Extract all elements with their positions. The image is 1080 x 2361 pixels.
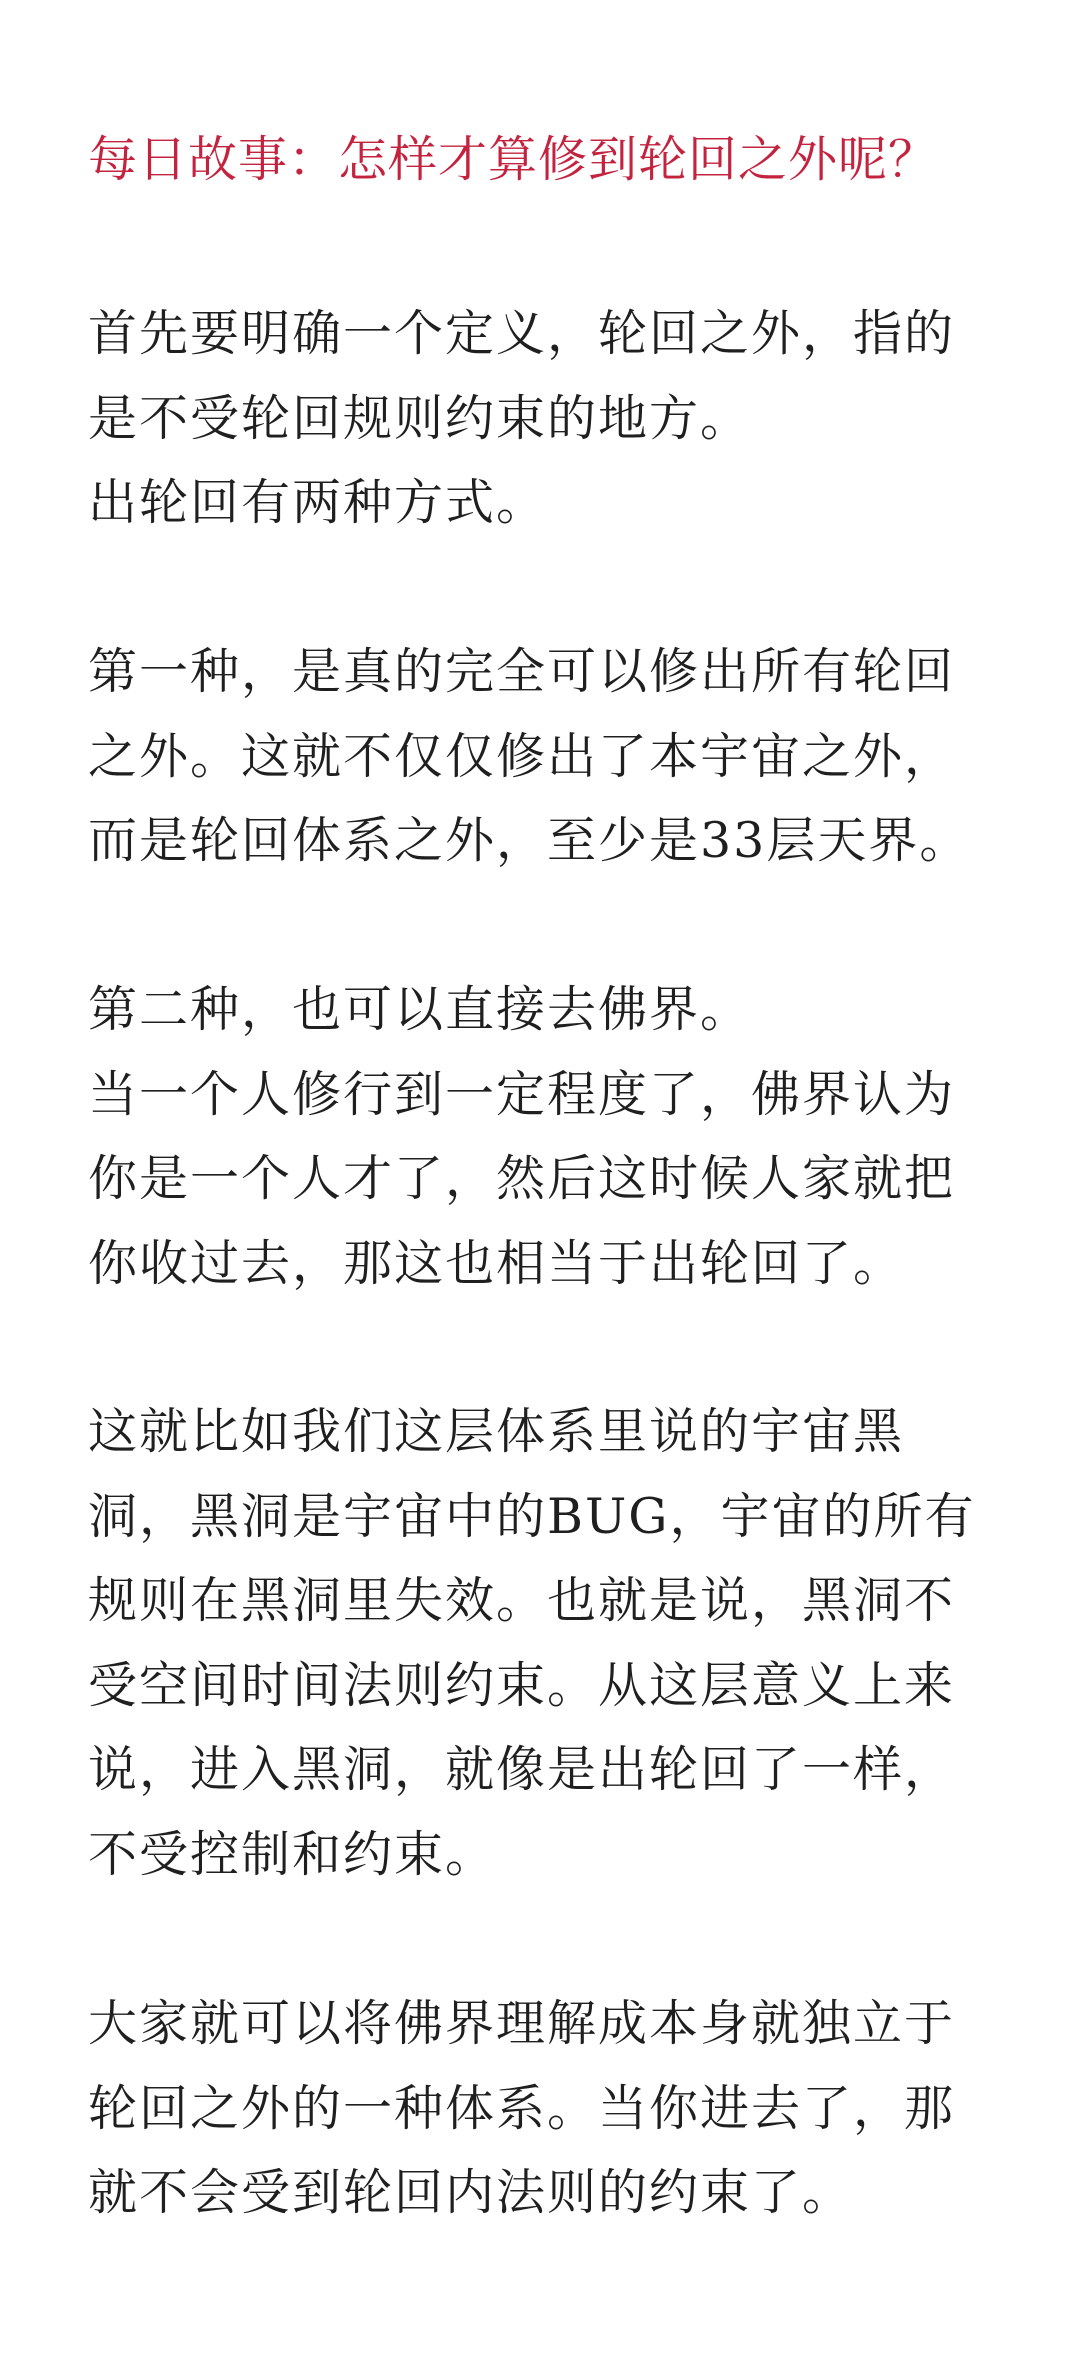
paragraph-line: 洞，黑洞是宇宙中的BUG，宇宙的所有 [88, 1487, 976, 1545]
paragraph-line: 规则在黑洞里失效。也就是说，黑洞不 [88, 1572, 956, 1629]
paragraph-line: 第二种，也可以直接去佛界。 [88, 981, 752, 1038]
paragraph-line: 出轮回有两种方式。 [88, 474, 548, 531]
paragraph-line: 之外。这就不仅仅修出了本宇宙之外， [88, 727, 956, 785]
paragraph-line: 是不受轮回规则约束的地方。 [88, 389, 752, 447]
paragraph-line: 大家就可以将佛界理解成本身就独立于 [88, 1995, 956, 2052]
paragraph-first-way [88, 630, 970, 884]
paragraph-second-way [88, 968, 955, 1306]
paragraph-line: 就不会受到轮回内法则的约束了。 [88, 2164, 854, 2221]
paragraph-line: 受空间时间法则约束。从这层意义上来 [88, 1656, 956, 1714]
paragraph-line: 轮回之外的一种体系。当你进去了，那 [88, 2079, 956, 2137]
article-title: 每日故事：怎样才算修到轮回之外呢？ [88, 131, 939, 188]
paragraph-line: 当一个人修行到一定程度了，佛界认为 [88, 1065, 956, 1123]
paragraph-line: 你收过去，那这也相当于出轮回了。 [88, 1234, 905, 1292]
paragraph-conclusion [88, 1982, 955, 2236]
paragraph-line: 首先要明确一个定义，轮回之外，指的 [88, 305, 956, 362]
paragraph-line: 你是一个人才了，然后这时候人家就把 [88, 1150, 956, 1207]
paragraph-line: 这就比如我们这层体系里说的宇宙黑 [88, 1403, 905, 1460]
paragraph-line: 不受控制和约束。 [88, 1825, 497, 1883]
paragraph-line: 说，进入黑洞，就像是出轮回了一样， [88, 1741, 956, 1798]
paragraph-line: 而是轮回体系之外，至少是33层天界。 [88, 812, 971, 869]
paragraph-definition [88, 292, 955, 546]
paragraph-line: 第一种，是真的完全可以修出所有轮回 [88, 643, 956, 700]
paragraph-black-hole [88, 1390, 975, 1897]
